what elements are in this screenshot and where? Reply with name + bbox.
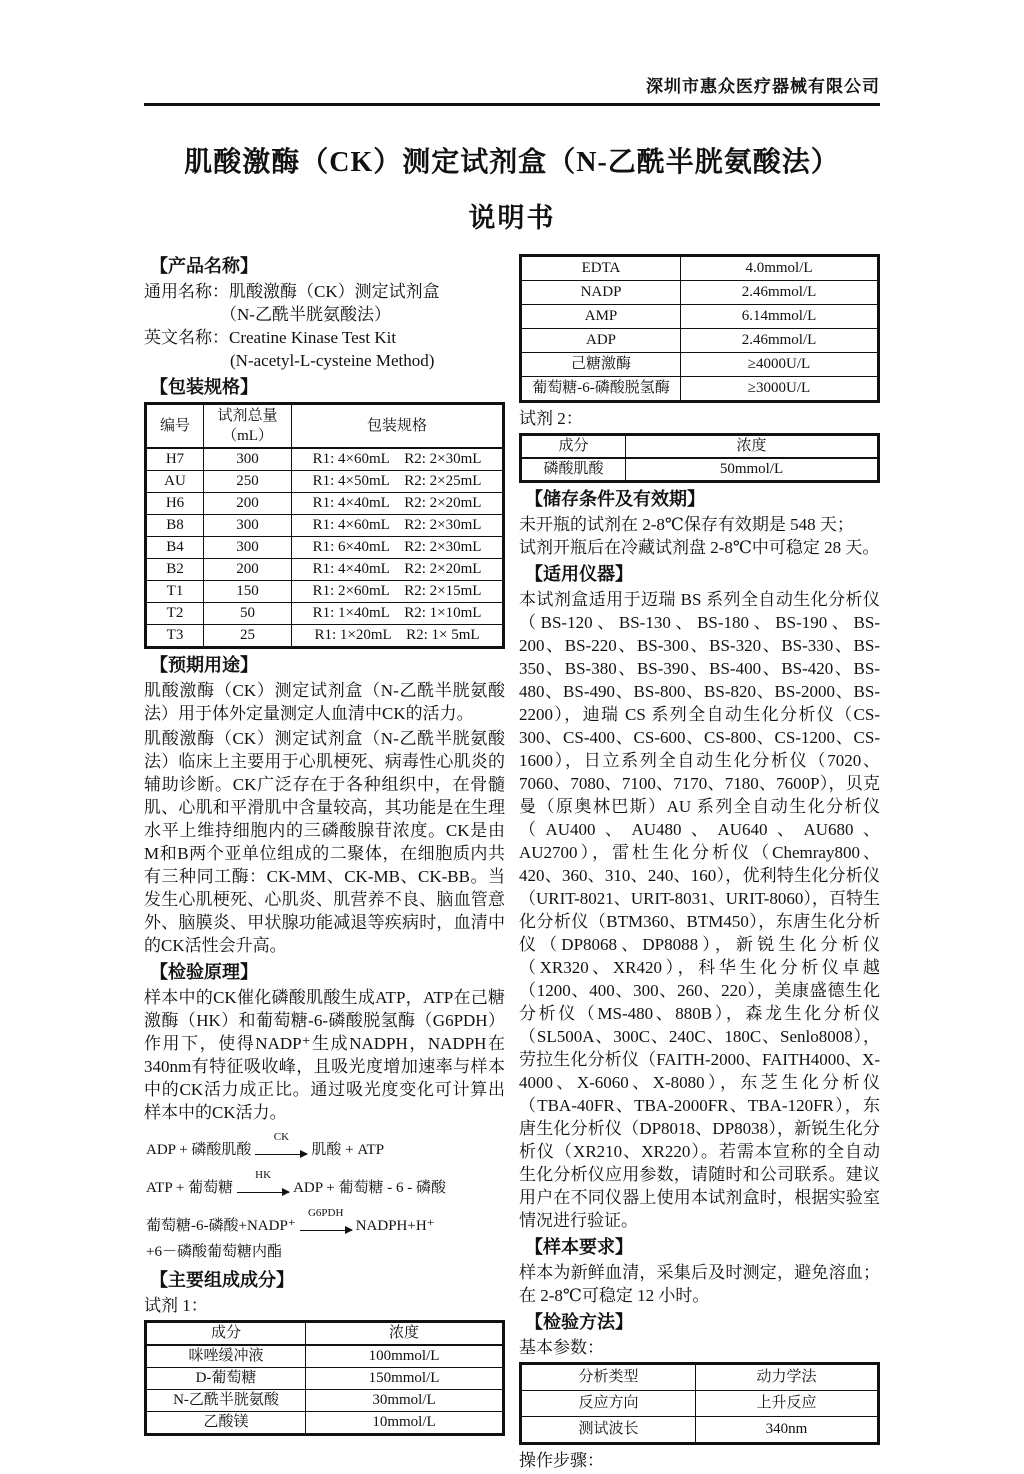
- packaging-table: [144, 402, 505, 649]
- basic-params-table: [519, 1362, 880, 1445]
- table-cell: R1: 4×60mL R2: 2×30mL: [292, 515, 504, 537]
- table-cell: 150: [204, 581, 292, 603]
- table-cell: 50mmol/L: [626, 458, 879, 482]
- table-cell: 测试波长: [521, 1417, 696, 1444]
- table-row: [146, 493, 504, 515]
- table-cell: N-乙酰半胱氨酸: [146, 1390, 306, 1412]
- arrow-icon: [237, 1192, 289, 1194]
- table-cell: 2.46mmol/L: [681, 281, 879, 305]
- packaging-table-body: [146, 448, 504, 648]
- table-cell: ≥3000U/L: [681, 377, 879, 402]
- table-row: [146, 1390, 504, 1412]
- table-cell: R1: 4×50mL R2: 2×25mL: [292, 471, 504, 493]
- reaction-arrow: [255, 1132, 307, 1164]
- table-row: [146, 581, 504, 603]
- table-row: [521, 458, 879, 482]
- section-heading-storage: 【储存条件及有效期】: [525, 489, 705, 509]
- table-cell: 50: [204, 603, 292, 625]
- table-row: [521, 329, 879, 353]
- packaging-table-header: [146, 404, 504, 449]
- enzyme-label: CK: [273, 1131, 290, 1143]
- table-cell: R1: 4×40mL R2: 2×20mL: [292, 559, 504, 581]
- table-cell: T3: [146, 625, 204, 648]
- intended-use-paragraph-1: 肌酸激酶（CK）测定试剂盒（N-乙酰半胱氨酸法）用于体外定量测定人血清中CK的活力。: [144, 681, 505, 723]
- table-row: [146, 559, 504, 581]
- table-row: [146, 1368, 504, 1390]
- table-cell: R1: 4×40mL R2: 2×20mL: [292, 493, 504, 515]
- reaction-arrow: [300, 1208, 352, 1240]
- table-cell: 分析类型: [521, 1364, 696, 1391]
- reagent1-table-body: [146, 1345, 504, 1435]
- table-cell: 乙酸镁: [146, 1412, 306, 1435]
- col-header-component: 成分: [521, 435, 626, 459]
- document-subtitle: 说明书: [468, 203, 556, 233]
- english-name-line2: (N-acetyl-L-cysteine Method): [230, 351, 435, 370]
- equation-rhs-continuation: +6－磷酸葡萄糖内酯: [146, 1244, 282, 1260]
- col-header-total-volume-line1: 试剂总量: [217, 408, 278, 424]
- company-name: 深圳市惠众医疗器械有限公司: [646, 77, 880, 96]
- table-row: [146, 537, 504, 559]
- table-cell: 葡萄糖-6-磷酸脱氢酶: [521, 377, 681, 402]
- table-cell: H6: [146, 493, 204, 515]
- section-heading-components: 【主要组成成分】: [150, 1270, 294, 1290]
- storage-line-2: 试剂开瓶后在冷藏试剂盘 2-8℃中可稳定 28 天。: [519, 538, 880, 557]
- generic-name-line2: （N-乙酰半胱氨酸法）: [220, 305, 391, 324]
- table-cell: 300: [204, 448, 292, 471]
- reagent1-continuation-table-body: [521, 256, 879, 402]
- right-column: [519, 251, 880, 1474]
- table-cell: NADP: [521, 281, 681, 305]
- table-row: [521, 256, 879, 281]
- basic-params-label: 基本参数：: [519, 1338, 604, 1357]
- reaction-equation-1: [146, 1132, 505, 1164]
- table-row: [146, 1345, 504, 1368]
- table-cell: 磷酸肌酸: [521, 458, 626, 482]
- table-cell: R1: 6×40mL R2: 2×30mL: [292, 537, 504, 559]
- sample-paragraph: 样本为新鲜血清，采集后及时测定，避免溶血；在 2-8℃可稳定 12 小时。: [519, 1263, 880, 1305]
- table-cell: 动力学法: [696, 1364, 879, 1391]
- table-row: [146, 625, 504, 648]
- col-header-total-volume-line2: （mL）: [222, 428, 273, 444]
- principle-paragraph: 样本中的CK催化磷酸肌酸生成ATP，ATP在己糖激酶（HK）和葡萄糖-6-磷酸脱氢酶（G6PDH）作用下，使得NADP⁺生成NADPH，NADPH在340nm有特征吸收峰，且吸光度增加速率与样本中的CK活力成正比。通过吸光度变化可计算出样本中的CK活力。: [144, 988, 505, 1122]
- table-cell: H7: [146, 448, 204, 471]
- table-cell: 300: [204, 537, 292, 559]
- table-cell: R1: 1×40mL R2: 1×10mL: [292, 603, 504, 625]
- arrow-icon: [300, 1230, 352, 1232]
- reaction-equation-2: [146, 1170, 505, 1202]
- table-row: [146, 603, 504, 625]
- table-cell: R1: 4×60mL R2: 2×30mL: [292, 448, 504, 471]
- reaction-arrow: [237, 1170, 289, 1202]
- table-cell: 咪唑缓冲液: [146, 1345, 306, 1368]
- col-header-pack-spec: 包装规格: [292, 404, 504, 449]
- table-cell: 2.46mmol/L: [681, 329, 879, 353]
- section-heading-sample: 【样本要求】: [525, 1237, 633, 1257]
- table-row: [521, 305, 879, 329]
- reagent2-table-body: [521, 458, 879, 482]
- table-row: [521, 1417, 879, 1444]
- section-heading-method: 【检验方法】: [525, 1312, 633, 1332]
- table-cell: AMP: [521, 305, 681, 329]
- equation-lhs: 葡萄糖-6-磷酸+NADP⁺: [146, 1218, 296, 1234]
- table-cell: R1: 2×60mL R2: 2×15mL: [292, 581, 504, 603]
- storage-line-1: 未开瓶的试剂在 2-8℃保存有效期是 548 天；: [519, 515, 854, 534]
- section-heading-instruments: 【适用仪器】: [525, 564, 633, 584]
- table-cell: 上升反应: [696, 1391, 879, 1417]
- table-cell: 10mmol/L: [306, 1412, 504, 1435]
- reagent2-table-header: [521, 435, 879, 459]
- enzyme-label: HK: [255, 1169, 272, 1181]
- equation-lhs: ATP + 葡萄糖: [146, 1180, 234, 1196]
- table-cell: 250: [204, 471, 292, 493]
- left-column: [144, 251, 505, 1440]
- table-cell: ADP: [521, 329, 681, 353]
- reaction-equations: [146, 1132, 505, 1262]
- english-name-line1: 英文名称：Creatine Kinase Test Kit: [144, 328, 397, 347]
- table-row: [146, 448, 504, 471]
- table-cell: 反应方向: [521, 1391, 696, 1417]
- reagent1-table-header: [146, 1322, 504, 1346]
- table-cell: 340nm: [696, 1417, 879, 1444]
- instruments-paragraph: 本试剂盒适用于迈瑞 BS 系列全自动生化分析仪（BS-120、BS-130、BS-180、BS-190、BS-200、BS-220、BS-300、BS-320、BS-330、BS-350、BS-380、BS-390、BS-400、BS-420、BS-480、BS-490、BS-800、BS-820、BS-2000、BS-2200），迪瑞 CS 系列全自动生化分析仪（CS-300、CS-400、CS-600、CS-800、CS-1200、CS-1600），日立系列全自动生化分析仪（7020、7060、7080、7100、7170、7180、7600P），贝克曼（原奥林巴斯）AU 系列全自动生化分析仪（AU400、AU480、AU640、AU680、AU2700），雷杜生化分析仪（Chemray800、420、360、310、240、160），优利特生化分析仪（URIT-8021、URIT-8031、URIT-8060），百特生化分析仪（BTM360、BTM450），东唐生化分析仪（DP8068、DP8088），新锐生化分析仪（XR320、XR420），科华生化分析仪卓越（1200、400、300、260、220），美康盛德生化分析仪（MS-480、880B），森龙生化分析仪（SL500A、300C、240C、180C、Senlo8008），劳拉生化分析仪（FAITH-2000、FAITH4000、X-4000、X-6060、X-8080），东芝生化分析仪（TBA-40FR、TBA-2000FR、TBA-120FR），东唐生化分析仪（DP8018、DP8038），新锐生化分析仪（XR210、XR220）。若需本宣称的全自动生化分析仪应用参数，请随时和公司联系。建议用户在不同仪器上使用本试剂盒时，根据实验室情况进行验证。: [519, 590, 880, 1230]
- table-cell: T1: [146, 581, 204, 603]
- operation-steps-label: 操作步骤：: [519, 1451, 604, 1470]
- section-heading-packaging: 【包装规格】: [150, 377, 258, 397]
- table-cell: R1: 1×20mL R2: 1× 5mL: [292, 625, 504, 648]
- table-cell: 200: [204, 493, 292, 515]
- page-header: [144, 72, 880, 106]
- table-cell: AU: [146, 471, 204, 493]
- table-row: [521, 377, 879, 402]
- arrow-icon: [255, 1154, 307, 1156]
- table-cell: 200: [204, 559, 292, 581]
- reagent2-table: [519, 433, 880, 483]
- table-row: [146, 515, 504, 537]
- table-cell: ≥4000U/L: [681, 353, 879, 377]
- table-cell: 25: [204, 625, 292, 648]
- table-row: [521, 281, 879, 305]
- col-header-total-volume: [204, 404, 292, 449]
- reaction-equation-3: [146, 1208, 505, 1262]
- basic-params-table-body: [521, 1364, 879, 1444]
- section-heading-product-name: 【产品名称】: [150, 256, 258, 276]
- table-row: [521, 1364, 879, 1391]
- equation-lhs: ADP + 磷酸肌酸: [146, 1142, 252, 1158]
- section-heading-principle: 【检验原理】: [150, 962, 258, 982]
- table-cell: 6.14mmol/L: [681, 305, 879, 329]
- reagent2-label: 试剂 2：: [519, 409, 583, 428]
- enzyme-label: G6PDH: [307, 1207, 344, 1219]
- table-cell: 150mmol/L: [306, 1368, 504, 1390]
- table-cell: EDTA: [521, 256, 681, 281]
- section-heading-intended-use: 【预期用途】: [150, 655, 258, 675]
- col-header-number: 编号: [146, 404, 204, 449]
- reagent1-label: 试剂 1：: [144, 1296, 208, 1315]
- table-cell: 30mmol/L: [306, 1390, 504, 1412]
- equation-rhs: 肌酸 + ATP: [311, 1142, 385, 1158]
- generic-name-line1: 通用名称：肌酸激酶（CK）测定试剂盒: [144, 282, 440, 301]
- two-column-body: [144, 251, 880, 1474]
- table-cell: D-葡萄糖: [146, 1368, 306, 1390]
- table-cell: B4: [146, 537, 204, 559]
- table-row: [521, 1391, 879, 1417]
- table-row: [146, 471, 504, 493]
- col-header-concentration: 浓度: [306, 1322, 504, 1346]
- table-cell: B2: [146, 559, 204, 581]
- equation-rhs: ADP + 葡萄糖 - 6 - 磷酸: [293, 1180, 446, 1196]
- col-header-component: 成分: [146, 1322, 306, 1346]
- document-title: 肌酸激酶（CK）测定试剂盒（N-乙酰半胱氨酸法）: [184, 147, 840, 178]
- intended-use-paragraph-2: 肌酸激酶（CK）测定试剂盒（N-乙酰半胱氨酸法）临床上主要用于心肌梗死、病毒性心肌炎的辅助诊断。CK广泛存在于各种组织中，在骨髓肌、心肌和平滑肌中含量较高，其功能是在生理水平上维持细胞内的三磷酸腺苷浓度。CK是由M和B两个亚单位组成的二聚体，在细胞质内共有三种同工酶：CK-MM、CK-MB、CK-BB。当发生心肌梗死、心肌炎、肌营养不良、脑血管意外、脑膜炎、甲状腺功能减退等疾病时，血清中的CK活性会升高。: [144, 729, 505, 955]
- table-cell: 100mmol/L: [306, 1345, 504, 1368]
- table-cell: T2: [146, 603, 204, 625]
- col-header-concentration: 浓度: [626, 435, 879, 459]
- table-cell: B8: [146, 515, 204, 537]
- reagent1-continuation-table: [519, 254, 880, 403]
- table-row: [521, 353, 879, 377]
- table-cell: 300: [204, 515, 292, 537]
- table-row: [146, 1412, 504, 1435]
- reagent1-table: [144, 1320, 505, 1436]
- table-cell: 己糖激酶: [521, 353, 681, 377]
- table-cell: 4.0mmol/L: [681, 256, 879, 281]
- equation-rhs: NADPH+H⁺: [355, 1218, 435, 1234]
